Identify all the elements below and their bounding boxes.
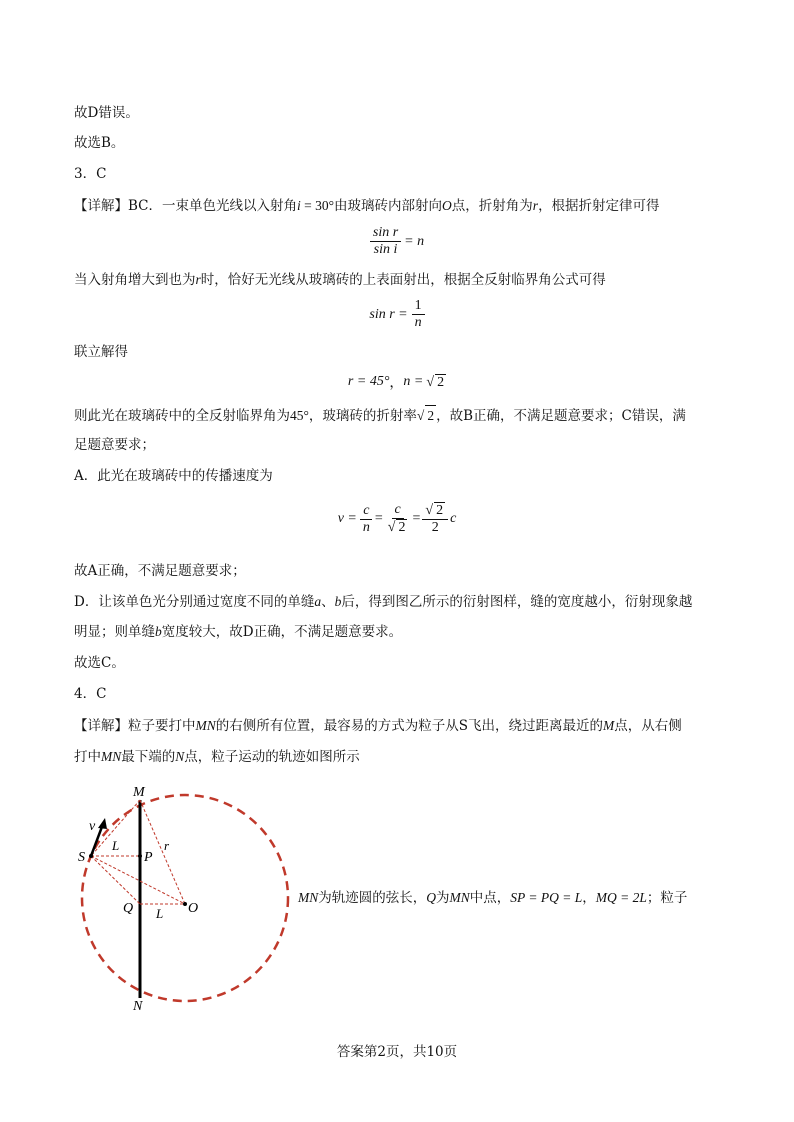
q3-line-6: A．此光在玻璃砖中的传播速度为 xyxy=(74,468,273,484)
detail-label: 【详解】 xyxy=(74,198,128,214)
equation-mq: MQ = 2L xyxy=(595,890,647,905)
label-n: N xyxy=(133,999,143,1014)
equation-part: n = xyxy=(403,374,424,389)
question-3-header: 3．C xyxy=(74,166,107,182)
label-o: O xyxy=(188,901,199,916)
fraction: $\frac{c}{√ 2}$ xyxy=(387,502,406,535)
label-l-bottom: L xyxy=(156,906,164,921)
so-dashed xyxy=(91,856,185,904)
numerator: c xyxy=(360,503,372,520)
label-r: r xyxy=(164,838,170,853)
denominator: n xyxy=(362,519,370,535)
q3-text: ，玻璃砖的折射率 xyxy=(308,408,417,424)
var-b: b xyxy=(155,624,162,639)
q4-text: 的右侧所有位置，最容易的方式为粒子从S飞出，绕过距离最近的 xyxy=(215,718,603,734)
q4-text: 中点， xyxy=(469,890,511,906)
var-b: b xyxy=(334,594,342,609)
var-r: r xyxy=(195,272,201,287)
point-s xyxy=(89,854,93,858)
q3-line-7: 故A正确，不满足题意要求； xyxy=(74,563,246,579)
velocity-arrowhead xyxy=(98,818,107,829)
denominator: 2 xyxy=(431,520,439,535)
q3-line-3: 联立解得 xyxy=(74,344,128,360)
q3-line-9 xyxy=(74,622,402,642)
var-mn: MN xyxy=(101,749,122,764)
var-i: i xyxy=(297,198,301,213)
separator: ， xyxy=(389,376,404,391)
equation-lhs: sin r = xyxy=(369,306,408,322)
q3-text: ，根据折射定律可得 xyxy=(538,198,660,214)
trajectory-circle xyxy=(82,795,288,1001)
equals: = xyxy=(412,511,421,526)
sqrt-radicand: 2 xyxy=(437,374,445,390)
equation-part: r = 45° xyxy=(347,374,390,389)
fraction xyxy=(370,225,401,258)
denominator: sin i xyxy=(373,242,398,257)
q3-text: 当入射角增大到也为 xyxy=(74,272,196,288)
point-p xyxy=(138,854,142,858)
q3-line-4: 则此光在玻璃砖中的全反射临界角为45°，玻璃砖的折射率√ 2 ，故B正确，不满足题意要求；C错误，满 xyxy=(74,405,686,426)
denominator: n xyxy=(414,315,422,330)
var-n: N xyxy=(175,749,185,764)
q3-text: 则此光在玻璃砖中的全反射临界角为 xyxy=(74,408,290,424)
q4-line-1 xyxy=(74,716,682,736)
sq-dashed xyxy=(91,856,140,904)
q3-text: 宽度较大，故D正确，不满足题意要求。 xyxy=(161,624,403,640)
q3-text: D．让该单色光分别通过宽度不同的单缝 xyxy=(74,594,315,610)
q4-text: ；粒子 xyxy=(646,890,688,906)
q4-text: 点，粒子运动的轨迹如图所示 xyxy=(184,749,360,765)
fraction xyxy=(360,503,373,536)
question-4-header: 4．C xyxy=(74,686,107,702)
q4-text: 为轨迹圆的弦长， xyxy=(318,890,427,906)
q3-line-2 xyxy=(74,270,606,290)
var-o: O xyxy=(442,198,452,213)
var-mn: MN xyxy=(195,718,216,733)
q3-text: 明显；则单缝 xyxy=(74,624,155,640)
q3-text: BC．一束单色光线以入射角 xyxy=(128,198,298,214)
equation-lhs: v = xyxy=(337,511,357,526)
equation-rhs: = n xyxy=(404,233,425,249)
text-line-1: 故D错误。 xyxy=(74,105,139,121)
separator: ， xyxy=(582,890,596,906)
equation-speed xyxy=(0,502,794,536)
numerator: c xyxy=(392,502,404,519)
var-mn: MN xyxy=(449,890,470,905)
point-o xyxy=(183,902,187,906)
sqrt-radicand: 2 xyxy=(398,520,406,535)
label-p: P xyxy=(144,850,153,865)
var-mn: MN xyxy=(298,890,319,905)
q3-text: 由玻璃砖内部射向 xyxy=(334,198,443,214)
q3-text: ，故B正确，不满足题意要求；C错误，满 xyxy=(436,408,686,424)
var-m: M xyxy=(603,718,615,733)
angle-value: 45° xyxy=(290,408,309,423)
q4-text: 粒子要打中 xyxy=(128,718,196,734)
q4-text: 点，从右侧 xyxy=(614,718,682,734)
text-line-2: 故选B。 xyxy=(74,135,125,151)
label-l-top: L xyxy=(112,838,120,853)
label-q: Q xyxy=(123,901,134,916)
sqrt-radicand: 2 xyxy=(436,503,444,518)
q4-side-text xyxy=(298,888,687,908)
q4-text: 打中 xyxy=(74,749,101,765)
separator: 、 xyxy=(321,594,335,610)
var-q: Q xyxy=(426,890,436,905)
q3-line-5: 足题意要求； xyxy=(74,437,155,453)
q3-text: 点，折射角为 xyxy=(451,198,533,214)
detail-label: 【详解】 xyxy=(74,718,128,734)
q3-line-8 xyxy=(74,592,692,612)
equals: = xyxy=(374,511,383,526)
equation-tail: c xyxy=(450,511,457,526)
q4-line-2 xyxy=(74,747,360,767)
fraction: $\frac{√ 2}{2}$ xyxy=(422,502,448,536)
sqrt-radicand: 2 xyxy=(425,405,436,426)
numerator: sin r xyxy=(370,225,401,242)
label-v: v xyxy=(89,819,96,834)
equation-solution: r = 45° ， n = √ 2 xyxy=(347,374,445,391)
var-r: r xyxy=(532,198,539,213)
var-a: a xyxy=(314,594,322,609)
q3-line-10: 故选C。 xyxy=(74,655,125,671)
trajectory-diagram xyxy=(72,780,302,1015)
q4-text: 为 xyxy=(436,890,450,906)
q3-text: 后，得到图乙所示的衍射图样，缝的宽度越小，衍射现象越 xyxy=(341,594,693,610)
label-s: S xyxy=(78,850,85,865)
q4-text: 最下端的 xyxy=(121,749,176,765)
fraction xyxy=(412,298,425,331)
page-footer: 答案第2页，共10页 xyxy=(336,1044,458,1060)
equation-sp: SP = PQ = L xyxy=(510,890,583,905)
numerator: 1 xyxy=(412,298,425,315)
equation-snell xyxy=(0,225,794,258)
q3-detail-line xyxy=(74,196,660,216)
angle-value: = 30° xyxy=(300,198,335,213)
q3-text: 时，恰好无光线从玻璃砖的上表面射出，根据全反射临界角公式可得 xyxy=(200,272,606,288)
equation-critical-angle xyxy=(0,298,794,331)
label-m: M xyxy=(133,785,145,800)
